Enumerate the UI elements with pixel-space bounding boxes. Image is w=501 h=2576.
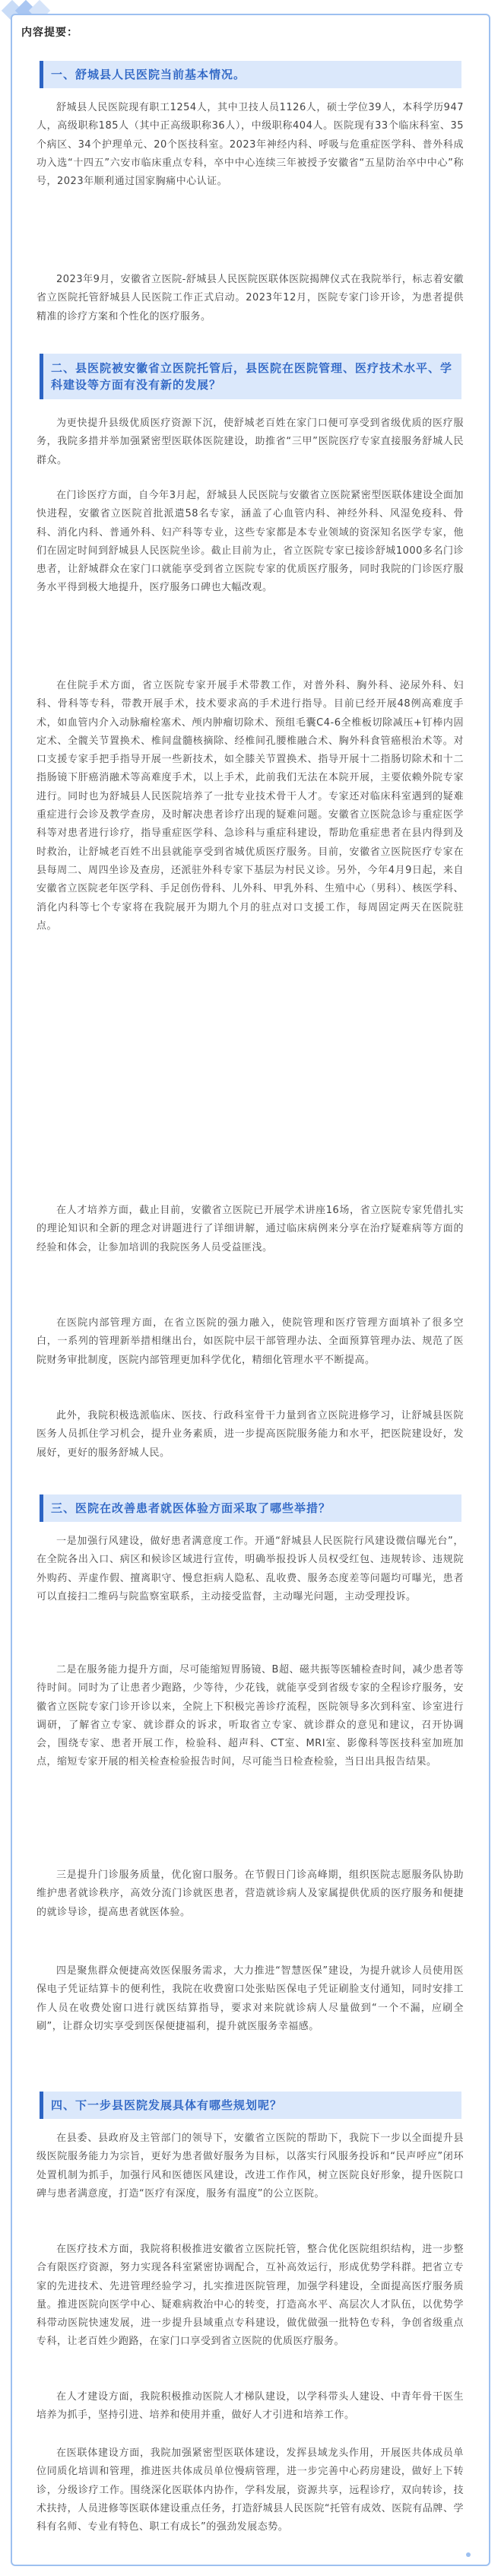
summary-title: 内容提要： (21, 27, 78, 39)
paragraph: 在人才培养方面，截止目前，安徽省立医院已开展学术讲座16场，省立医院专家凭借扎实的理论知识和全新的理念对讲题进行了详细讲解，通过临床病例来分享在治疗疑难病等方面的经验和体会，让参加培训的我院医务人员受益匪浅。 (36, 1205, 464, 1253)
paragraph: 三是提升门诊服务质量，优化窗口服务。在节假日门诊高峰期，组织医院志愿服务队协助维护患者就诊秩序，高效分流门诊就医患者，营造就诊病人及家属提供优质的医疗服务和便捷的就诊导诊，提高患者就医体验。 (36, 1869, 464, 1918)
corner-dot (466, 2552, 471, 2557)
paragraph: 在医联体建设方面，我院加强紧密型医联体建设，发挥县域龙头作用，开展医共体成员单位同质化培训和管理，推进医共体成员单位慢病管理，进一步完善中心药房建设，做好上下转诊，分级诊疗工作。围绕深化医联体内协作，学科发展，资源共享，远程诊疗，双向转诊，技术扶持，人员进修等医联体建设重点任务，打造舒城县人民医院“托管有成效、医院有品牌、学科有名师、专业有特色、职工有成长”的强劲发展态势。 (36, 2447, 464, 2533)
paragraph: 2023年9月，安徽省立医院-舒城县人民医院医联体医院揭牌仪式在我院举行，标志着安徽省立医院托管舒城县人民医院工作正式启动。2023年12月，医院专家门诊开诊，为患者提供精准的诊疗方案和个性化的医疗服务。 (36, 274, 464, 322)
paragraph: 在住院手术方面，省立医院专家开展手术带教工作，对普外科、胸外科、泌尿外科、妇科、骨科等专科，带教开展手术，技术要求高的手术进行指导。目前已经开展48例高难度手术，如血管内介入动脉瘤栓塞术、颅内肿瘤切除术、预组毛囊C4-6全椎板切除减压+钉棒内固定术、全髋关节置换术、椎间盘髓核摘除、经椎间孔腰椎融合术、胸外科食管癌根治术等。对口支援专家手把手指导开展一些新技术，如全膝关节置换术、指导开展十二指肠切除术和十二指肠镜下肝癌消融术等高难度手术，以上手术，此前我们无法在本院开展，主要依赖外院专家进行。同时也为舒城县人民医院培养了一批专业技术骨干人才。专家还对临床科室遇到的疑难重症进行会诊及教学查房，及时解决患者诊疗出现的疑难问题。安徽省立医院急诊与重症医学科等对患者进行诊疗，指导重症医学科、急诊科与重症科建设，帮助危重症患者在县内得到及时救治，让舒城老百姓不出县就能享受到省城优质医疗服务。目前，安徽省立医院医疗专家在县每周二、周四坐诊及查房，还派驻外科专家下基层为村民义诊。另外，今年4月9日起，来自安徽省立医院老年医学科、手足创伤骨科、儿外科、甲乳外科、生殖中心（男科）、核医学科、消化内科等七个专家将在我院展开为期九个月的驻点对口支援工作，每周固定两天在医院驻点。 (36, 680, 464, 932)
paragraph: 一是加强行风建设，做好患者满意度工作。开通“舒城县人民医院行风建设微信曝光台”，在全院各出入口、病区和候诊区域进行宣传，明确举报投诉人员权受红包、违规转诊、违规院外购药、弄虚作假、擅离职守、慢怠拒病人隐私、乱收费、服务态度差等问题均可曝光，患者可以直接扫二维码与院监察室联系，主动接受监督，主动曝光问题，主动受理投诉。 (36, 1536, 464, 1602)
paragraph: 在医院内部管理方面，在省立医院的强力融入，使院管理和医疗管理方面填补了很多空白，一系列的管理新举措相继出台，如医院中层干部管理办法、全面预算管理办法、规范了医院财务审批制度，医院内部管理更加科学优化，精细化管理水平不断提高。 (36, 1317, 464, 1366)
paragraph: 为更快提升县级优质医疗资源下沉，使舒城老百姓在家门口便可享受到省级优质的医疗服务，我院多措并举加强紧密型医联体医院建设，助推省“三甲”医院医疗专家直接服务舒城人民群众。 (36, 418, 464, 466)
paragraph: 在县委、县政府及主管部门的领导下，安徽省立医院的帮助下，我院下一步以全面提升县级医院服务能力为宗旨，更好为患者做好服务为目标，以落实行风服务投诉和“民声呼应”闭环处置机制为抓手，加强行风和医德医风建设，改进工作作风，树立医院良好形象，提升医院口碑与患者满意度，打造“医疗有深度，服务有温度”的公立医院。 (36, 2133, 464, 2200)
section-heading-1: 一、舒城县人民医院当前基本情况。 (40, 61, 461, 88)
paragraph: 舒城县人民医院现有职工1254人，其中卫技人员1126人，硕士学位39人，本科学历947人，高级职称185人（其中正高级职称36人），中级职称404人。医院现有33个临床科室、35个病区、34个护理单元、20个医技科室。2023年神经内科、呼吸与危重症医学科、普外科成功入选“十四五”六安市临床重点专科，卒中中心连续三年被授予安徽省“五星防治卒中中心”称号，2023年顺利通过国家胸痛中心认证。 (36, 102, 464, 188)
section-heading-3: 三、医院在改善患者就医体验方面采取了哪些举措？ (40, 1494, 461, 1522)
paragraph: 在医疗技术方面，我院将积极推进安徽省立医院托管，整合优化医院组织结构，进一步整合有限医疗资源，努力实现各科室紧密协调配合，互补高效运行，形成优势学科群。把省立专家的先进技术、先进管理经验学习，扎实推进医院管理，加强学科建设，全面提高医疗服务质量。推进医院向医学中心、疑难病救治中心的转变，打造高水平、高层次人才队伍，以优势学科带动医院快速发展，进一步提升县域重点专科建设，做优做强一批特色专科，争创省级重点专科，让老百姓少跑路，在家门口享受到省立医院的优质医疗服务。 (36, 2244, 464, 2348)
paragraph: 在人才建设方面，我院积极推动医院人才梯队建设，以学科带头人建设、中青年骨干医生培养为抓手，坚持引进、培养和使用并重，做好人才引进和培养工作。 (36, 2391, 464, 2422)
section-heading-2: 二、县医院被安徽省立医院托管后，县医院在医院管理、医疗技术水平、学科建设等方面有没有新的发展？ (40, 354, 461, 399)
paragraph: 在门诊医疗方面，自今年3月起，舒城县人民医院与安徽省立医院紧密型医联体建设全面加快进程，安徽省立医院首批派遣58名专家，涵盖了心血管内科、神经外科、风湿免疫科、骨科、消化内科、普通外科、妇产科等专业，这些专家都是本专业领域的资深知名医学专家，他们在固定时间到舒城县人民医院坐诊。截止目前为止，省立医院专家已接诊舒城1000多名门诊患者，让舒城群众在家门口就能享受到省立医院专家的优质医疗服务，同时我院的门诊医疗服务水平得到极大地提升，医疗服务口碑也大幅改观。 (36, 490, 464, 594)
paragraph: 此外，我院积极选派临床、医技、行政科室骨干力量到省立医院进修学习，让舒城县医院医务人员抓住学习机会，提升业务素质，进一步提高医院服务能力和水平，把医院建设好，发展好，更好的服务舒城人民。 (36, 1410, 464, 1459)
paragraph: 二是在服务能力提升方面，尽可能缩短胃肠镜、B超、磁共振等医辅检查时间，减少患者等待时间。同时为了让患者少跑路，少等待，少花钱，就能享受到省级专家的全程诊疗服务，安徽省立医院专家门诊开诊以来，全院上下积极完善诊疗流程，医院领导多次到科室、诊室进行调研，了解省立专家、就诊群众的诉求，听取省立专家、就诊群众的意见和建议，召开协调会，围绕专家、患者开展工作，检验科、超声科、CT室、MRI室、影像科等医技科室加班加点，缩短专家开展的相关检查检验报告时间，尽可能当日检查检验，当日出具报告结果。 (36, 1664, 464, 1768)
section-heading-4: 四、下一步县医院发展具体有哪些规划呢？ (40, 2092, 461, 2119)
paragraph: 四是聚焦群众便捷高效医保服务需求，大力推进“智慧医保”建设，为提升就诊人员使用医保电子凭证结算卡的便利性，我院在收费窗口处张贴医保电子凭证刷脸支付通知，同时安排工作人员在收费处窗口进行就医结算指导，要求对来院就诊病人尽量做到“一个不漏，应刷全刷”，让群众切实享受到医保便捷福利，提升就医服务幸福感。 (36, 1965, 464, 2032)
